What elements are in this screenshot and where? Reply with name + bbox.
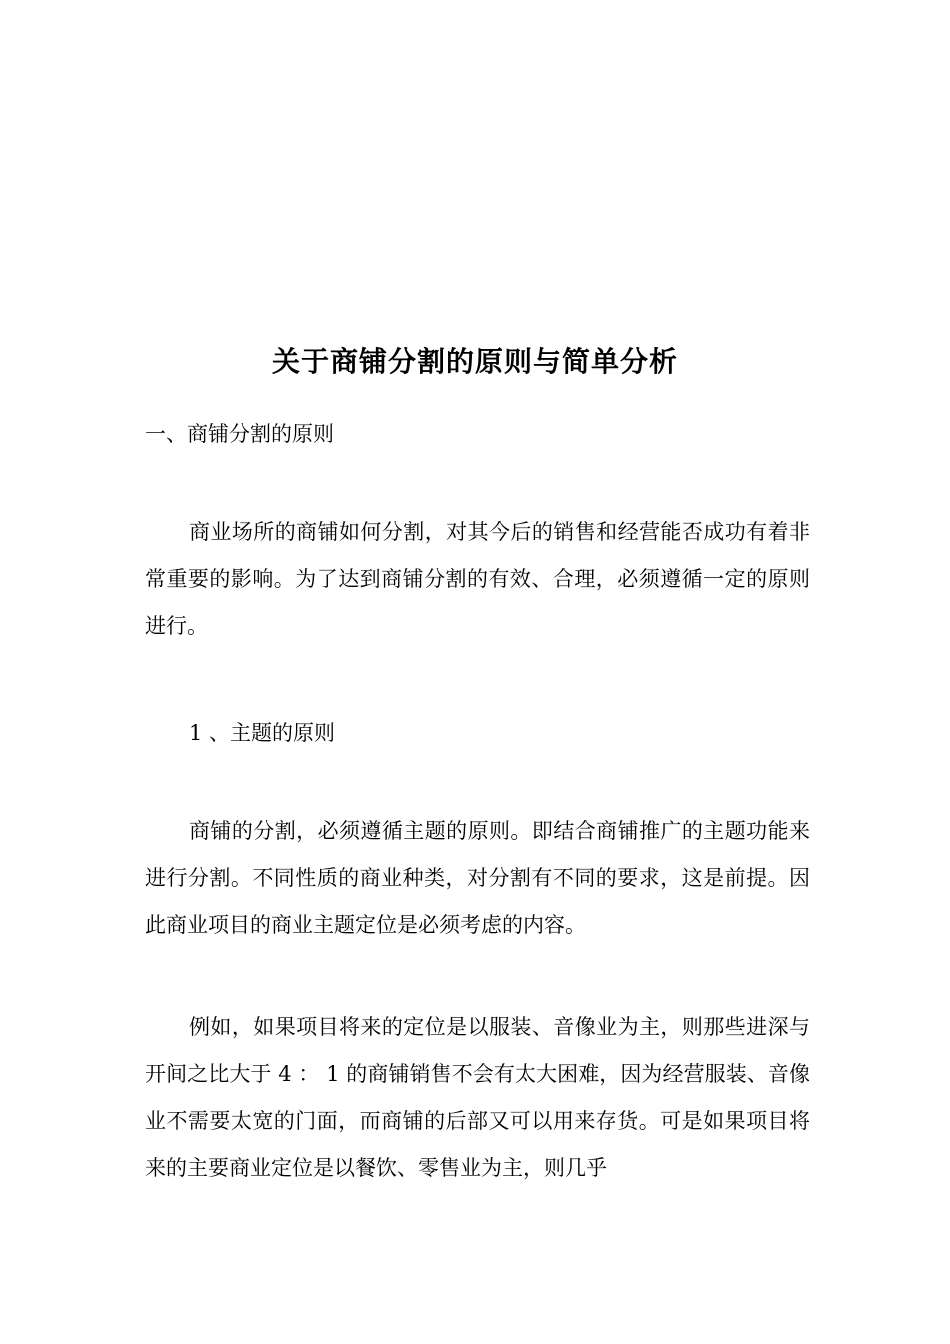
subsection-heading: 1 、主题的原则 [189, 721, 336, 745]
section-heading: 一、商铺分割的原则 [145, 422, 334, 446]
paragraph-example: 例如，如果项目将来的定位是以服装、音像业为主，则那些进深与开间之比大于 4 ： 1 的商铺销售不会有太大困难，因为经营服装、音像业不需要太宽的门面，而商铺的后部又可以用来存货。可是如果项目将来的主要商业定位是以餐饮、零售业为主，则几乎 [145, 1015, 810, 1180]
paragraph-theme-principle: 商铺的分割，必须遵循主题的原则。即结合商铺推广的主题功能来进行分割。不同性质的商业种类，对分割有不同的要求，这是前提。因此商业项目的商业主题定位是必须考虑的内容。 [145, 819, 810, 937]
document-title: 关于商铺分割的原则与简单分析 [271, 345, 678, 378]
paragraph-intro: 商业场所的商铺如何分割，对其今后的销售和经营能否成功有着非常重要的影响。为了达到商铺分割的有效、合理，必须遵循一定的原则进行。 [145, 520, 810, 638]
